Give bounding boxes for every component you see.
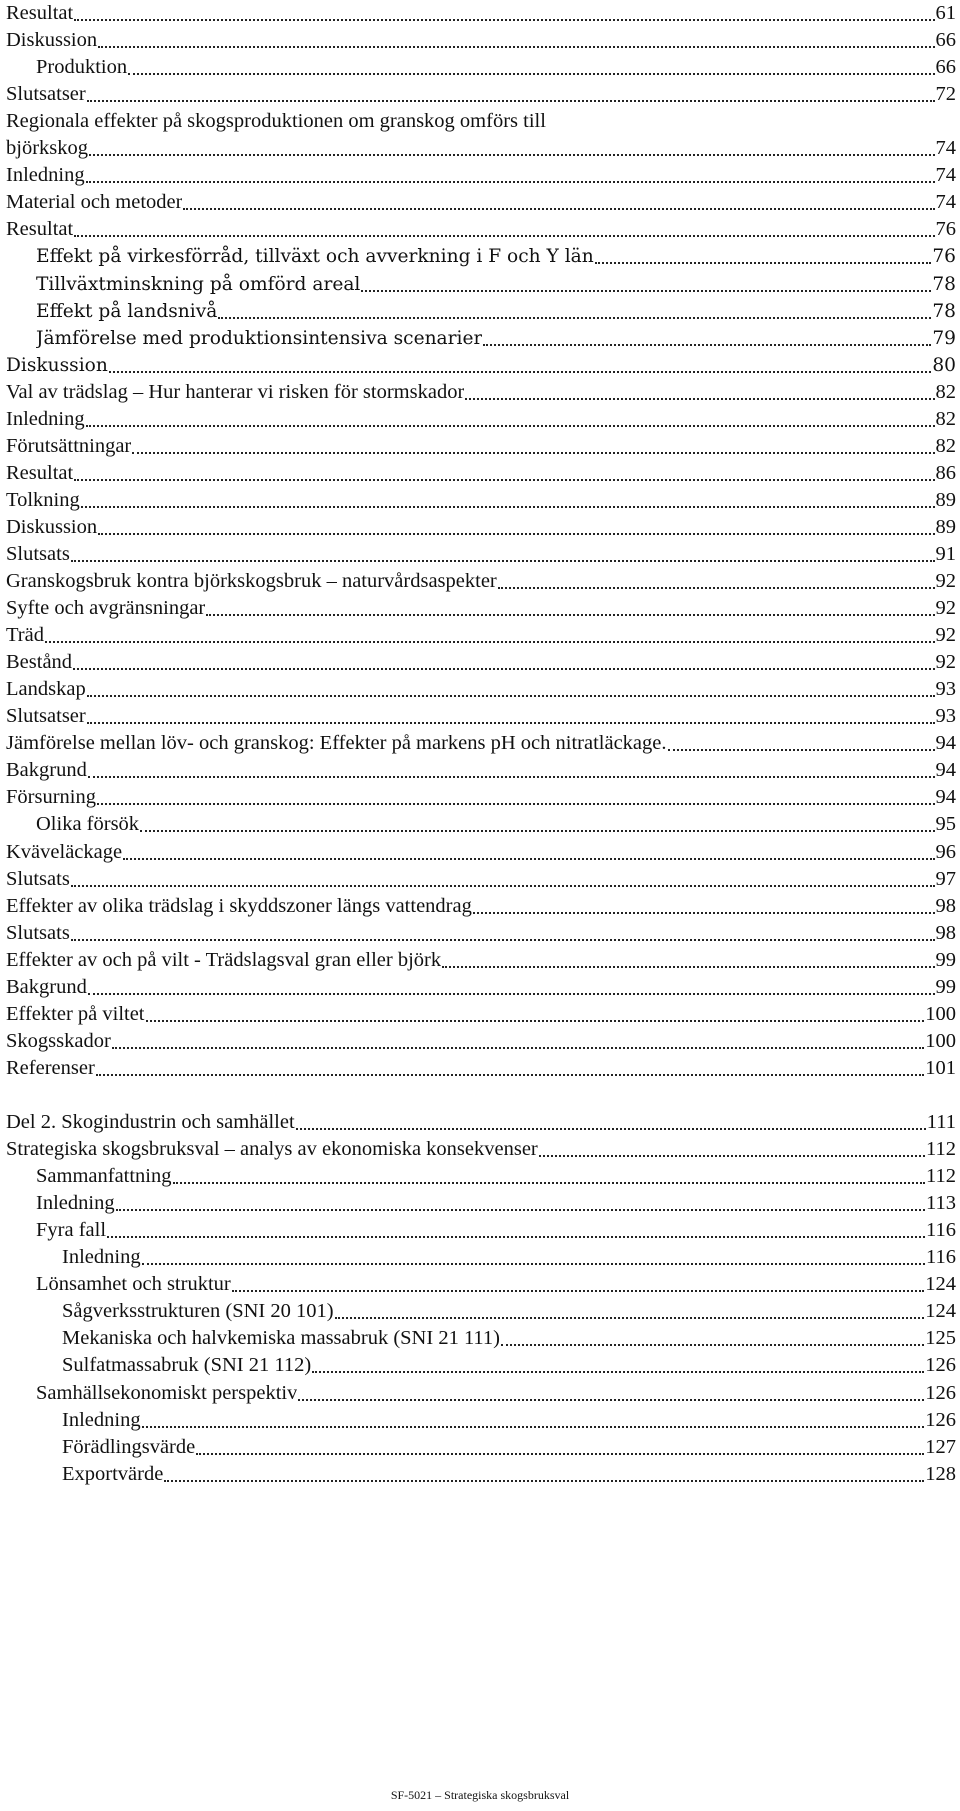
toc-entry-title: Bakgrund	[6, 759, 87, 781]
toc-entry[interactable]	[6, 433, 956, 460]
dot-leader	[87, 99, 935, 102]
dot-leader	[81, 505, 935, 508]
dot-leader	[89, 153, 935, 156]
toc-entry-page-number: 97	[935, 868, 956, 890]
toc-entry-title: Kväveläckage	[6, 841, 123, 863]
dot-leader	[132, 451, 934, 454]
toc-entry[interactable]	[6, 243, 956, 270]
toc-entry[interactable]	[6, 135, 956, 162]
dot-leader	[473, 911, 935, 914]
toc-entry-page-number: 101	[925, 1057, 956, 1079]
toc-entry-page-number: 92	[935, 570, 956, 592]
dot-leader	[183, 207, 934, 210]
toc-entry[interactable]	[6, 352, 956, 379]
toc-entry-title: Diskussion	[6, 29, 98, 51]
toc-entry-title: Diskussion	[6, 355, 108, 376]
dot-leader	[116, 1208, 925, 1211]
dot-leader	[142, 1262, 925, 1265]
page-footer: SF-5021 – Strategiska skogsbruksval	[390, 1788, 570, 1802]
toc-entry-title: Resultat	[6, 462, 74, 484]
dot-leader	[86, 424, 935, 427]
toc-entry[interactable]	[6, 1461, 956, 1488]
toc-entry-page-number: 99	[935, 949, 956, 971]
toc-entry[interactable]	[6, 1407, 956, 1434]
toc-entry[interactable]	[6, 27, 956, 54]
toc-entry[interactable]	[6, 541, 956, 568]
toc-entry[interactable]	[6, 379, 956, 406]
toc-entry[interactable]	[6, 487, 956, 514]
toc-entry-page-number: 82	[935, 435, 956, 457]
toc-entry-title: Syfte och avgränsningar	[6, 597, 206, 619]
toc-entry-title: Fyra fall	[36, 1219, 107, 1241]
toc-entry-title: Slutsats	[6, 868, 70, 890]
toc-entry-page-number: 92	[935, 651, 956, 673]
dot-leader	[312, 1370, 924, 1373]
toc-entry-page-number: 74	[935, 137, 956, 159]
toc-entry-title: Bestånd	[6, 651, 73, 673]
toc-entry[interactable]	[6, 1434, 956, 1461]
toc-entry[interactable]	[6, 703, 956, 730]
toc-entry[interactable]	[6, 784, 956, 811]
toc-entry[interactable]	[6, 1352, 956, 1379]
dot-leader	[296, 1127, 926, 1130]
toc-entry-page-number: 94	[935, 732, 956, 754]
toc-entry-page-number: 116	[926, 1219, 956, 1241]
dot-leader	[206, 613, 934, 616]
toc-entry[interactable]	[6, 1190, 956, 1217]
toc-entry[interactable]	[6, 216, 956, 243]
toc-entry-page-number: 100	[925, 1030, 956, 1052]
toc-entry[interactable]	[6, 189, 956, 216]
dot-leader	[73, 667, 934, 670]
toc-entry-page-number: 91	[935, 543, 956, 565]
toc-entry[interactable]	[6, 1244, 956, 1271]
toc-entry-title: Jämförelse med produktionsintensiva scenarier	[36, 328, 483, 349]
toc-entry-page-number: 82	[935, 408, 956, 430]
toc-entry[interactable]	[6, 920, 956, 947]
toc-entry-page-number: 76	[935, 218, 956, 240]
toc-entry-title: Granskogsbruk kontra björkskogsbruk – naturvårdsaspekter	[6, 570, 497, 592]
toc-entry-title: Förädlingsvärde	[62, 1436, 196, 1458]
toc-entry[interactable]	[6, 108, 956, 135]
toc-entry-title: Strategiska skogsbruksval – analys av ekonomiska konsekvenser	[6, 1138, 538, 1160]
toc-entry-title: Inledning	[6, 164, 85, 186]
dot-leader	[71, 559, 935, 562]
toc-entry[interactable]	[6, 0, 956, 27]
toc-entry[interactable]	[6, 1325, 956, 1352]
dot-leader	[173, 1181, 925, 1184]
toc-entry-page-number: 128	[925, 1463, 956, 1485]
toc-entry-title: Material och metoder	[6, 191, 183, 213]
toc-entry-title: Tolkning	[6, 489, 80, 511]
toc-entry-page-number: 92	[935, 624, 956, 646]
toc-entry-title: Mekaniska och halvkemiska massabruk (SNI 21 111)	[62, 1327, 500, 1349]
toc-entry-page-number: 94	[935, 786, 956, 808]
dot-leader	[45, 640, 935, 643]
dot-leader	[465, 397, 934, 400]
toc-entry-page-number: 74	[935, 164, 956, 186]
toc-entry-title: Resultat	[6, 218, 74, 240]
toc-entry-title: Samhällsekonomiskt perspektiv	[36, 1382, 298, 1404]
toc-entry-page-number: 124	[925, 1300, 956, 1322]
toc-entry[interactable]	[6, 1055, 956, 1082]
dot-leader	[96, 1073, 924, 1076]
toc-entry-page-number: 98	[935, 895, 956, 917]
toc-entry-page-number: 127	[925, 1436, 956, 1458]
toc-entry[interactable]	[6, 54, 956, 81]
dot-leader	[232, 1289, 925, 1292]
toc-entry-title: Jämförelse mellan löv- och granskog: Effekter på markens pH och nitratläckage.	[6, 732, 667, 754]
toc-entry-title: Resultat	[6, 2, 74, 24]
dot-leader	[98, 45, 934, 48]
toc-entry-page-number: 66	[935, 56, 956, 78]
toc-entry-title: Referenser	[6, 1057, 95, 1079]
toc-entry-title: Del 2. Skogindustrin och samhället	[6, 1111, 295, 1133]
dot-leader	[112, 1046, 924, 1049]
toc-entry-page-number: 124	[925, 1273, 956, 1295]
toc-entry-title: Effekter av och på vilt - Trädslagsval gran eller björk	[6, 949, 442, 971]
toc-entry[interactable]	[6, 162, 956, 189]
dot-leader	[218, 316, 931, 319]
toc-entry-title: björkskog	[6, 137, 88, 159]
toc-entry[interactable]	[6, 730, 956, 757]
toc-entry-title: Slutsatser	[6, 705, 86, 727]
toc-entry-title: Tillväxtminskning på omförd areal	[36, 274, 361, 295]
toc-entry-page-number: 112	[926, 1138, 956, 1160]
toc-entry-page-number: 93	[935, 705, 956, 727]
dot-leader	[595, 261, 932, 264]
toc-entry[interactable]	[6, 1028, 956, 1055]
toc-entry[interactable]	[6, 947, 956, 974]
toc-entry-title: Förutsättningar	[6, 435, 132, 457]
toc-entry[interactable]	[6, 1001, 956, 1028]
dot-leader	[164, 1479, 924, 1482]
toc-entry-page-number: 126	[925, 1382, 956, 1404]
toc-entry-page-number: 89	[935, 516, 956, 538]
dot-leader	[71, 884, 935, 887]
toc-entry-title: Inledning	[6, 408, 85, 430]
toc-entry-title: Slutsats	[6, 543, 70, 565]
toc-entry-title: Exportvärde	[62, 1463, 164, 1485]
dot-leader	[109, 370, 931, 373]
toc-entry-page-number: 112	[926, 1165, 956, 1187]
toc-entry-page-number: 76	[932, 246, 956, 267]
toc-entry-title: Val av trädslag – Hur hanterar vi risken för stormskador	[6, 381, 465, 403]
toc-entry-title: Slutsatser	[6, 83, 86, 105]
toc-entry[interactable]	[6, 676, 956, 703]
toc-entry[interactable]	[6, 298, 956, 325]
toc-entry[interactable]	[6, 1163, 956, 1190]
toc-entry-page-number: 116	[926, 1246, 956, 1268]
toc-entry[interactable]	[6, 271, 956, 298]
toc-entry[interactable]	[6, 460, 956, 487]
dot-leader	[142, 1425, 925, 1428]
toc-entry-title: Inledning	[62, 1246, 141, 1268]
toc-entry[interactable]	[6, 1109, 956, 1136]
dot-leader	[74, 234, 934, 237]
toc-entry[interactable]	[6, 649, 956, 676]
toc-entry[interactable]	[6, 1217, 956, 1244]
toc-entry-page-number: 96	[935, 841, 956, 863]
toc-entry-page-number: 78	[932, 274, 956, 295]
toc-entry[interactable]	[6, 757, 956, 784]
toc-entry[interactable]	[6, 622, 956, 649]
toc-entry-title: Inledning	[36, 1192, 115, 1214]
toc-entry-page-number: 92	[935, 597, 956, 619]
toc-entry-page-number: 86	[935, 462, 956, 484]
dot-leader	[498, 586, 935, 589]
toc-entry-page-number: 98	[935, 922, 956, 944]
dot-leader	[128, 72, 934, 75]
dot-leader	[123, 857, 934, 860]
dot-leader	[98, 532, 934, 535]
dot-leader	[298, 1398, 924, 1401]
toc-entry-title: Diskussion	[6, 516, 98, 538]
toc-entry-title: Slutsats	[6, 922, 70, 944]
toc-entry-title: Effekter på viltet	[6, 1003, 145, 1025]
toc-entry-title: Olika försök	[36, 813, 140, 835]
dot-leader	[668, 748, 935, 751]
toc-entry-title: Träd	[6, 624, 44, 646]
toc-entry-page-number: 66	[935, 29, 956, 51]
dot-leader	[140, 829, 934, 832]
dot-leader	[87, 721, 935, 724]
dot-leader	[361, 289, 931, 292]
toc-entry-page-number: 95	[935, 813, 956, 835]
toc-entry-title: Sammanfattning	[36, 1165, 172, 1187]
toc-entry-page-number: 100	[925, 1003, 956, 1025]
toc-entry[interactable]	[6, 1298, 956, 1325]
toc-entry-title: Landskap	[6, 678, 86, 700]
toc-entry-title: Regionala effekter på skogsproduktionen om granskog omförs till	[6, 110, 546, 132]
toc-entry-title: Produktion	[36, 56, 128, 78]
toc-entry[interactable]	[6, 1271, 956, 1298]
toc-entry[interactable]	[6, 974, 956, 1001]
toc-entry-page-number: 111	[926, 1111, 956, 1133]
toc-entry[interactable]	[6, 1380, 956, 1407]
dot-leader	[87, 694, 935, 697]
dot-leader	[335, 1316, 925, 1319]
toc-entry-title: Effekt på landsnivå	[36, 301, 218, 322]
toc-entry[interactable]	[6, 839, 956, 866]
toc-entry-title: Sågverksstrukturen (SNI 20 101)	[62, 1300, 334, 1322]
toc-entry-title: Effekt på virkesförråd, tillväxt och avverkning i F och Y län	[36, 246, 594, 267]
toc-entry[interactable]	[6, 595, 956, 622]
dot-leader	[107, 1235, 925, 1238]
toc-entry-page-number: 93	[935, 678, 956, 700]
toc-entry-page-number: 99	[935, 976, 956, 998]
toc-entry-page-number: 94	[935, 759, 956, 781]
toc-entry[interactable]	[6, 811, 956, 838]
toc-entry[interactable]	[6, 568, 956, 595]
toc-entry-title: Bakgrund	[6, 976, 87, 998]
dot-leader	[146, 1019, 925, 1022]
toc-entry-page-number: 113	[926, 1192, 956, 1214]
toc-entry-title: Inledning	[62, 1409, 141, 1431]
toc-entry[interactable]	[6, 1136, 956, 1163]
toc-entry-page-number: 79	[932, 328, 956, 349]
dot-leader	[71, 938, 935, 941]
toc-entry[interactable]	[6, 514, 956, 541]
dot-leader	[88, 992, 935, 995]
toc-entry[interactable]	[6, 406, 956, 433]
toc-entry[interactable]	[6, 81, 956, 108]
toc-entry-page-number: 74	[935, 191, 956, 213]
toc-entry-page-number: 126	[925, 1409, 956, 1431]
toc-entry-page-number: 80	[932, 355, 956, 376]
dot-leader	[442, 965, 934, 968]
toc-entry-title: Sulfatmassabruk (SNI 21 112)	[62, 1354, 312, 1376]
toc-entry-title: Lönsamhet och struktur	[36, 1273, 231, 1295]
toc-entry[interactable]	[6, 893, 956, 920]
dot-leader	[88, 775, 935, 778]
toc-entry[interactable]	[6, 325, 956, 352]
dot-leader	[97, 802, 935, 805]
dot-leader	[74, 18, 934, 21]
toc-entry-title: Skogsskador	[6, 1030, 111, 1052]
toc-entry-page-number: 89	[935, 489, 956, 511]
dot-leader	[483, 343, 931, 346]
dot-leader	[539, 1154, 925, 1157]
toc-entry-page-number: 125	[925, 1327, 956, 1349]
dot-leader	[74, 478, 934, 481]
toc-entry-page-number: 82	[935, 381, 956, 403]
toc-entry-title: Effekter av olika trädslag i skyddszoner längs vattendrag	[6, 895, 472, 917]
dot-leader	[501, 1343, 924, 1346]
toc-entry-title: Försurning	[6, 786, 96, 808]
dot-leader	[86, 180, 935, 183]
toc-entry-page-number: 72	[935, 83, 956, 105]
toc-entry-page-number: 126	[925, 1354, 956, 1376]
toc-entry-page-number: 78	[932, 301, 956, 322]
toc-entry-page-number: 61	[935, 2, 956, 24]
toc-entry[interactable]	[6, 866, 956, 893]
dot-leader	[196, 1452, 924, 1455]
